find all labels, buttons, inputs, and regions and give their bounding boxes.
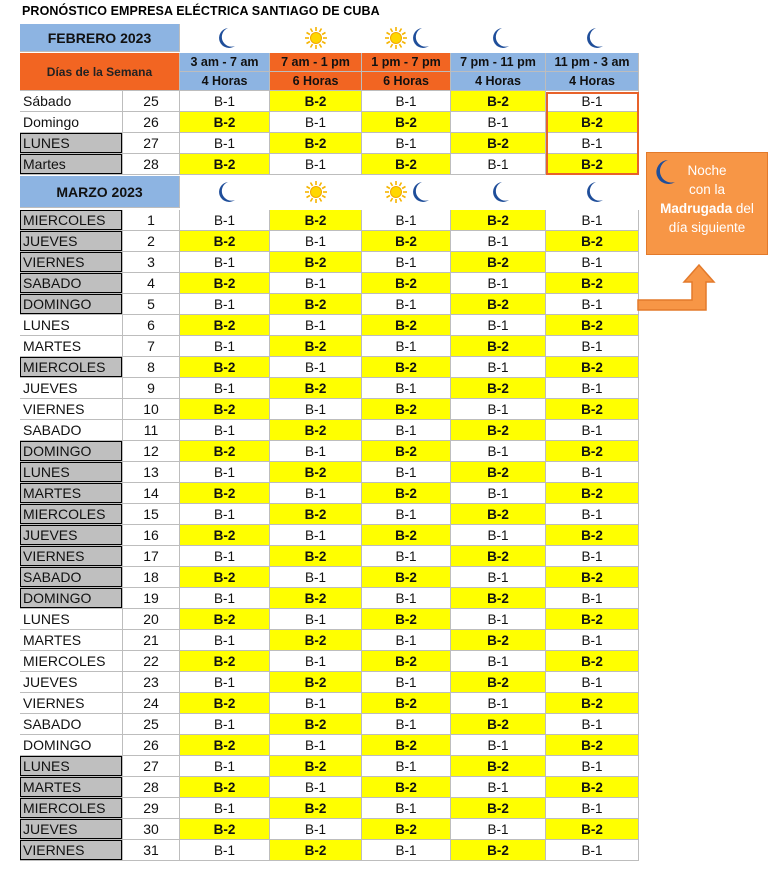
day-number: 9 <box>123 378 180 399</box>
day-number: 13 <box>123 462 180 483</box>
block-cell: B-2 <box>180 273 270 294</box>
block-cell: B-2 <box>180 399 270 420</box>
day-name: DOMINGO <box>20 294 123 315</box>
block-cell: B-1 <box>180 133 270 154</box>
block-cell: B-1 <box>180 378 270 399</box>
day-name: JUEVES <box>20 231 123 252</box>
block-cell: B-2 <box>451 420 546 441</box>
block-cell: B-1 <box>362 294 451 315</box>
block-cell: B-2 <box>362 315 451 336</box>
day-number: 12 <box>123 441 180 462</box>
note-line4: día siguiente <box>668 220 746 235</box>
block-cell: B-2 <box>546 357 639 378</box>
block-cell: B-2 <box>362 399 451 420</box>
block-cell: B-1 <box>270 693 362 714</box>
block-cell: B-2 <box>180 777 270 798</box>
day-number: 23 <box>123 672 180 693</box>
block-cell: B-1 <box>270 777 362 798</box>
day-name: LUNES <box>20 315 123 336</box>
block-cell: B-1 <box>546 133 639 154</box>
slot-hours-header: 4 Horas <box>546 72 639 91</box>
day-name: MIERCOLES <box>20 210 123 231</box>
block-cell: B-2 <box>451 252 546 273</box>
day-number: 24 <box>123 693 180 714</box>
block-cell: B-2 <box>546 525 639 546</box>
block-cell: B-2 <box>451 672 546 693</box>
moon-icon <box>451 176 546 208</box>
block-cell: B-1 <box>546 420 639 441</box>
block-cell: B-2 <box>362 154 451 175</box>
block-cell: B-2 <box>362 357 451 378</box>
block-cell: B-1 <box>546 378 639 399</box>
block-cell: B-1 <box>451 273 546 294</box>
block-cell: B-2 <box>546 154 639 175</box>
block-cell: B-1 <box>451 231 546 252</box>
day-number: 10 <box>123 399 180 420</box>
block-cell: B-1 <box>451 357 546 378</box>
block-cell: B-2 <box>546 693 639 714</box>
block-cell: B-2 <box>451 840 546 861</box>
block-cell: B-2 <box>362 693 451 714</box>
block-cell: B-2 <box>451 630 546 651</box>
block-cell: B-2 <box>546 399 639 420</box>
block-cell: B-2 <box>270 504 362 525</box>
block-cell: B-1 <box>180 420 270 441</box>
block-cell: B-2 <box>362 483 451 504</box>
block-cell: B-2 <box>180 819 270 840</box>
day-name: VIERNES <box>20 399 123 420</box>
block-cell: B-2 <box>546 735 639 756</box>
block-cell: B-2 <box>270 133 362 154</box>
sun-icon <box>270 176 362 208</box>
block-cell: B-1 <box>180 504 270 525</box>
block-cell: B-2 <box>362 819 451 840</box>
day-name: MARTES <box>20 483 123 504</box>
day-number: 26 <box>123 735 180 756</box>
block-cell: B-2 <box>546 273 639 294</box>
block-cell: B-1 <box>270 819 362 840</box>
block-cell: B-1 <box>180 798 270 819</box>
block-cell: B-2 <box>451 462 546 483</box>
note-box <box>646 152 768 255</box>
note-line2: con la <box>688 182 726 197</box>
block-cell: B-2 <box>362 567 451 588</box>
block-cell: B-2 <box>451 336 546 357</box>
slot-hours-header: 6 Horas <box>362 72 451 91</box>
block-cell: B-1 <box>546 252 639 273</box>
slot-time-header: 7 pm - 11 pm <box>451 53 546 72</box>
note-line1: Noche <box>687 163 727 178</box>
day-name: MIERCOLES <box>20 798 123 819</box>
block-cell: B-1 <box>180 630 270 651</box>
arrow-up-icon <box>636 262 716 312</box>
day-name: DOMINGO <box>20 441 123 462</box>
block-cell: B-2 <box>180 567 270 588</box>
block-cell: B-1 <box>451 112 546 133</box>
block-cell: B-1 <box>180 756 270 777</box>
slot-time-header: 1 pm - 7 pm <box>362 53 451 72</box>
block-cell: B-1 <box>546 546 639 567</box>
block-cell: B-1 <box>180 588 270 609</box>
block-cell: B-2 <box>546 819 639 840</box>
day-name: MARTES <box>20 777 123 798</box>
block-cell: B-1 <box>546 504 639 525</box>
block-cell: B-2 <box>362 777 451 798</box>
block-cell: B-2 <box>451 756 546 777</box>
block-cell: B-1 <box>451 154 546 175</box>
block-cell: B-1 <box>546 714 639 735</box>
block-cell: B-2 <box>546 609 639 630</box>
day-name: LUNES <box>20 756 123 777</box>
block-cell: B-2 <box>270 420 362 441</box>
block-cell: B-1 <box>270 651 362 672</box>
page-title: PRONÓSTICO EMPRESA ELÉCTRICA SANTIAGO DE CUBA <box>22 4 380 18</box>
day-name: JUEVES <box>20 525 123 546</box>
block-cell: B-2 <box>451 504 546 525</box>
block-cell: B-1 <box>362 462 451 483</box>
day-name: MIERCOLES <box>20 651 123 672</box>
block-cell: B-1 <box>546 336 639 357</box>
block-cell: B-1 <box>270 231 362 252</box>
block-cell: B-1 <box>451 525 546 546</box>
block-cell: B-1 <box>362 756 451 777</box>
block-cell: B-1 <box>270 399 362 420</box>
day-name: DOMINGO <box>20 735 123 756</box>
block-cell: B-1 <box>362 252 451 273</box>
block-cell: B-1 <box>451 735 546 756</box>
block-cell: B-1 <box>362 588 451 609</box>
block-cell: B-2 <box>270 756 362 777</box>
block-cell: B-1 <box>180 252 270 273</box>
day-number: 3 <box>123 252 180 273</box>
block-cell: B-2 <box>451 798 546 819</box>
day-number: 28 <box>123 154 180 175</box>
block-cell: B-2 <box>546 777 639 798</box>
moon-icon <box>546 176 639 208</box>
day-name: MARTES <box>20 336 123 357</box>
day-name: MIERCOLES <box>20 357 123 378</box>
block-cell: B-2 <box>180 112 270 133</box>
moon-icon <box>451 24 546 52</box>
block-cell: B-1 <box>180 294 270 315</box>
block-cell: B-1 <box>362 630 451 651</box>
block-cell: B-2 <box>270 252 362 273</box>
block-cell: B-1 <box>180 210 270 231</box>
day-number: 27 <box>123 756 180 777</box>
block-cell: B-1 <box>451 693 546 714</box>
day-name: Martes <box>20 154 123 175</box>
block-cell: B-2 <box>362 525 451 546</box>
day-name: JUEVES <box>20 672 123 693</box>
block-cell: B-1 <box>546 630 639 651</box>
february-month-label: FEBRERO 2023 <box>20 24 180 52</box>
day-number: 31 <box>123 840 180 861</box>
day-number: 6 <box>123 315 180 336</box>
day-number: 26 <box>123 112 180 133</box>
slot-hours-header: 4 Horas <box>180 72 270 91</box>
block-cell: B-1 <box>546 210 639 231</box>
day-column-header: Días de la Semana <box>20 53 180 91</box>
day-name: SABADO <box>20 273 123 294</box>
day-number: 28 <box>123 777 180 798</box>
block-cell: B-1 <box>451 777 546 798</box>
block-cell: B-2 <box>180 315 270 336</box>
block-cell: B-2 <box>270 336 362 357</box>
block-cell: B-2 <box>362 231 451 252</box>
note-line3: del <box>732 201 754 216</box>
block-cell: B-1 <box>270 112 362 133</box>
block-cell: B-2 <box>180 357 270 378</box>
day-number: 29 <box>123 798 180 819</box>
day-name: JUEVES <box>20 378 123 399</box>
block-cell: B-1 <box>362 210 451 231</box>
block-cell: B-1 <box>362 672 451 693</box>
slot-hours-header: 6 Horas <box>270 72 362 91</box>
block-cell: B-1 <box>180 546 270 567</box>
block-cell: B-2 <box>546 315 639 336</box>
block-cell: B-2 <box>451 588 546 609</box>
slot-time-header: 3 am - 7 am <box>180 53 270 72</box>
block-cell: B-1 <box>270 483 362 504</box>
day-name: DOMINGO <box>20 588 123 609</box>
block-cell: B-1 <box>451 483 546 504</box>
block-cell: B-1 <box>362 91 451 112</box>
block-cell: B-1 <box>362 378 451 399</box>
day-name: Sábado <box>20 91 123 112</box>
block-cell: B-2 <box>180 609 270 630</box>
block-cell: B-1 <box>270 441 362 462</box>
day-name: LUNES <box>20 609 123 630</box>
block-cell: B-2 <box>270 378 362 399</box>
slot-hours-header: 4 Horas <box>451 72 546 91</box>
block-cell: B-1 <box>180 91 270 112</box>
block-cell: B-2 <box>180 231 270 252</box>
block-cell: B-2 <box>451 133 546 154</box>
day-number: 1 <box>123 210 180 231</box>
day-number: 25 <box>123 91 180 112</box>
day-number: 14 <box>123 483 180 504</box>
day-number: 16 <box>123 525 180 546</box>
block-cell: B-1 <box>270 154 362 175</box>
day-name: VIERNES <box>20 252 123 273</box>
block-cell: B-1 <box>180 336 270 357</box>
block-cell: B-1 <box>180 462 270 483</box>
sun-moon-icon <box>362 176 451 208</box>
march-month-label: MARZO 2023 <box>20 176 180 208</box>
day-name: SABADO <box>20 420 123 441</box>
block-cell: B-2 <box>180 441 270 462</box>
day-number: 5 <box>123 294 180 315</box>
sun-icon <box>270 24 362 52</box>
block-cell: B-1 <box>270 273 362 294</box>
block-cell: B-2 <box>546 231 639 252</box>
note-bold: Madrugada <box>660 201 733 216</box>
day-number: 11 <box>123 420 180 441</box>
block-cell: B-1 <box>270 525 362 546</box>
day-name: SABADO <box>20 567 123 588</box>
block-cell: B-2 <box>270 840 362 861</box>
day-number: 22 <box>123 651 180 672</box>
block-cell: B-2 <box>546 651 639 672</box>
block-cell: B-2 <box>180 693 270 714</box>
block-cell: B-1 <box>270 567 362 588</box>
block-cell: B-1 <box>451 819 546 840</box>
block-cell: B-2 <box>451 546 546 567</box>
day-number: 18 <box>123 567 180 588</box>
block-cell: B-1 <box>180 840 270 861</box>
block-cell: B-2 <box>546 441 639 462</box>
block-cell: B-2 <box>362 735 451 756</box>
block-cell: B-2 <box>270 630 362 651</box>
day-number: 21 <box>123 630 180 651</box>
block-cell: B-2 <box>270 672 362 693</box>
block-cell: B-1 <box>451 651 546 672</box>
block-cell: B-2 <box>451 294 546 315</box>
block-cell: B-1 <box>270 735 362 756</box>
block-cell: B-1 <box>362 798 451 819</box>
block-cell: B-2 <box>180 735 270 756</box>
day-number: 30 <box>123 819 180 840</box>
block-cell: B-1 <box>451 567 546 588</box>
block-cell: B-2 <box>546 483 639 504</box>
block-cell: B-1 <box>546 672 639 693</box>
block-cell: B-2 <box>362 273 451 294</box>
block-cell: B-1 <box>451 399 546 420</box>
block-cell: B-2 <box>546 112 639 133</box>
day-name: VIERNES <box>20 546 123 567</box>
block-cell: B-2 <box>362 441 451 462</box>
day-name: SABADO <box>20 714 123 735</box>
moon-icon <box>180 24 270 52</box>
block-cell: B-1 <box>362 546 451 567</box>
day-number: 17 <box>123 546 180 567</box>
day-number: 7 <box>123 336 180 357</box>
block-cell: B-2 <box>270 462 362 483</box>
day-name: MIERCOLES <box>20 504 123 525</box>
block-cell: B-2 <box>180 651 270 672</box>
day-name: VIERNES <box>20 693 123 714</box>
block-cell: B-1 <box>546 798 639 819</box>
sun-moon-icon <box>362 24 451 52</box>
block-cell: B-1 <box>362 504 451 525</box>
block-cell: B-2 <box>270 294 362 315</box>
block-cell: B-1 <box>546 91 639 112</box>
block-cell: B-2 <box>180 525 270 546</box>
block-cell: B-2 <box>362 112 451 133</box>
block-cell: B-2 <box>270 588 362 609</box>
block-cell: B-2 <box>451 91 546 112</box>
block-cell: B-1 <box>270 609 362 630</box>
moon-icon <box>651 157 677 187</box>
block-cell: B-2 <box>270 546 362 567</box>
day-name: LUNES <box>20 133 123 154</box>
day-number: 20 <box>123 609 180 630</box>
day-number: 19 <box>123 588 180 609</box>
block-cell: B-1 <box>362 336 451 357</box>
block-cell: B-2 <box>362 609 451 630</box>
block-cell: B-2 <box>362 651 451 672</box>
block-cell: B-2 <box>451 714 546 735</box>
day-name: Domingo <box>20 112 123 133</box>
block-cell: B-1 <box>362 714 451 735</box>
block-cell: B-2 <box>180 483 270 504</box>
block-cell: B-2 <box>451 210 546 231</box>
block-cell: B-1 <box>451 315 546 336</box>
block-cell: B-1 <box>546 462 639 483</box>
moon-icon <box>546 24 639 52</box>
block-cell: B-2 <box>546 567 639 588</box>
block-cell: B-1 <box>362 133 451 154</box>
day-name: MARTES <box>20 630 123 651</box>
day-name: VIERNES <box>20 840 123 861</box>
slot-time-header: 7 am - 1 pm <box>270 53 362 72</box>
block-cell: B-2 <box>270 798 362 819</box>
block-cell: B-2 <box>270 714 362 735</box>
block-cell: B-2 <box>270 91 362 112</box>
day-number: 4 <box>123 273 180 294</box>
slot-time-header: 11 pm - 3 am <box>546 53 639 72</box>
block-cell: B-1 <box>546 294 639 315</box>
block-cell: B-1 <box>180 672 270 693</box>
block-cell: B-1 <box>270 357 362 378</box>
block-cell: B-1 <box>451 609 546 630</box>
block-cell: B-1 <box>270 315 362 336</box>
day-number: 25 <box>123 714 180 735</box>
day-number: 27 <box>123 133 180 154</box>
block-cell: B-2 <box>270 210 362 231</box>
day-number: 2 <box>123 231 180 252</box>
block-cell: B-2 <box>180 154 270 175</box>
moon-icon <box>180 176 270 208</box>
block-cell: B-2 <box>451 378 546 399</box>
block-cell: B-1 <box>546 588 639 609</box>
block-cell: B-1 <box>362 420 451 441</box>
block-cell: B-1 <box>362 840 451 861</box>
block-cell: B-1 <box>546 840 639 861</box>
block-cell: B-1 <box>546 756 639 777</box>
day-name: JUEVES <box>20 819 123 840</box>
day-name: LUNES <box>20 462 123 483</box>
day-number: 15 <box>123 504 180 525</box>
block-cell: B-1 <box>451 441 546 462</box>
block-cell: B-1 <box>180 714 270 735</box>
day-number: 8 <box>123 357 180 378</box>
